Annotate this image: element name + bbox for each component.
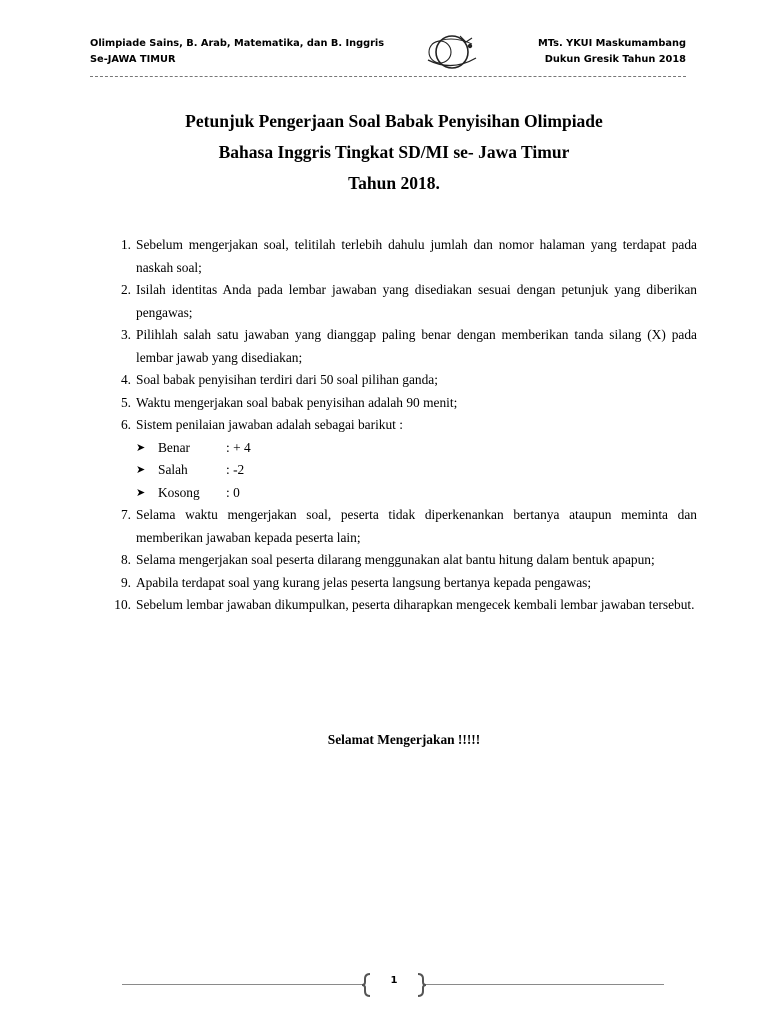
list-item — [105, 392, 697, 415]
item-text: Isilah identitas Anda pada lembar jawaban yang disediakan sesuai dengan petunjuk yang diberikan pengawas; — [136, 282, 697, 320]
scoring-item — [136, 459, 697, 482]
olimpiade-logo-icon — [420, 32, 484, 72]
scoring-list — [136, 437, 697, 505]
header-region: Se-JAWA TIMUR — [90, 54, 176, 65]
item-text: Selama mengerjakan soal peserta dilarang menggunakan alat bantu hitung dalam bentuk apapun; — [136, 552, 655, 567]
item-text: Selama waktu mengerjakan soal, peserta tidak diperkenankan bertanya ataupun meminta dan memberikan jawaban kepada peserta lain; — [136, 507, 697, 545]
item-number: 1. — [120, 237, 131, 252]
item-number: 5. — [120, 394, 131, 410]
instruction-list — [105, 234, 697, 617]
arrow-bullet-icon: ➤ — [136, 464, 146, 476]
header-location-year: Dukun Gresik Tahun 2018 — [544, 54, 686, 65]
footer-rule-right — [424, 984, 664, 985]
scoring-label: Salah — [158, 462, 188, 477]
header-left — [90, 36, 384, 68]
list-item — [105, 279, 697, 324]
item-text: Sebelum lembar jawaban dikumpulkan, peserta diharapkan mengecek kembali lembar jawaban tersebut. — [136, 597, 695, 612]
list-item — [105, 234, 697, 279]
list-item — [105, 324, 697, 369]
header-right — [538, 36, 686, 68]
scoring-value: : 0 — [226, 484, 240, 500]
item-number: 8. — [120, 552, 131, 567]
item-number: 7. — [120, 507, 131, 522]
item-text: Sistem penilaian jawaban adalah sebagai barikut : — [136, 417, 403, 432]
scoring-value: : -2 — [226, 462, 245, 477]
header-divider — [90, 76, 686, 77]
title-line-2: Bahasa Inggris Tingkat SD/MI se- Jawa Timur — [218, 142, 570, 162]
scoring-label: Benar — [158, 439, 190, 455]
item-text: Soal babak penyisihan terdiri dari 50 soal pilihan ganda; — [136, 372, 438, 387]
item-text: Waktu mengerjakan soal babak penyisihan adalah 90 menit; — [136, 394, 458, 410]
list-item — [105, 549, 697, 572]
list-item — [105, 594, 697, 617]
title-line-3: Tahun 2018. — [348, 173, 440, 193]
scoring-label: Kosong — [158, 484, 200, 500]
item-number: 10. — [114, 597, 131, 612]
item-text: Sebelum mengerjakan soal, telitilah terlebih dahulu jumlah dan nomor halaman yang terdapat pada naskah soal; — [136, 237, 697, 275]
header-school: MTs. YKUI Maskumambang — [538, 38, 686, 49]
footer-rule-left — [122, 984, 364, 985]
item-number: 9. — [120, 574, 131, 590]
list-item — [105, 504, 697, 549]
scoring-item — [136, 437, 697, 460]
scoring-item — [136, 482, 697, 505]
list-item — [105, 369, 697, 392]
page-number: 1 — [390, 975, 398, 986]
list-item — [105, 572, 697, 595]
item-text: Apabila terdapat soal yang kurang jelas peserta langsung bertanya kepada pengawas; — [136, 574, 592, 590]
page-header — [90, 36, 686, 68]
closing-message: Selamat Mengerjakan !!!!! — [327, 732, 481, 747]
header-event-title: Olimpiade Sains, B. Arab, Matematika, dan B. Inggris — [90, 38, 385, 49]
item-number: 4. — [120, 372, 131, 387]
page-title — [0, 106, 768, 199]
scoring-value: : + 4 — [226, 439, 251, 455]
list-item — [105, 414, 697, 504]
page-number-box — [360, 972, 428, 998]
title-line-1: Petunjuk Pengerjaan Soal Babak Penyisihan Olimpiade — [185, 111, 603, 131]
item-number: 2. — [120, 282, 131, 297]
item-number: 6. — [120, 417, 131, 432]
item-text: Pilihlah salah satu jawaban yang dianggap paling benar dengan memberikan tanda silang (X) pada lembar jawab yang disediakan; — [136, 327, 697, 365]
item-number: 3. — [120, 327, 131, 342]
arrow-bullet-icon: ➤ — [136, 486, 146, 499]
arrow-bullet-icon: ➤ — [136, 441, 146, 454]
